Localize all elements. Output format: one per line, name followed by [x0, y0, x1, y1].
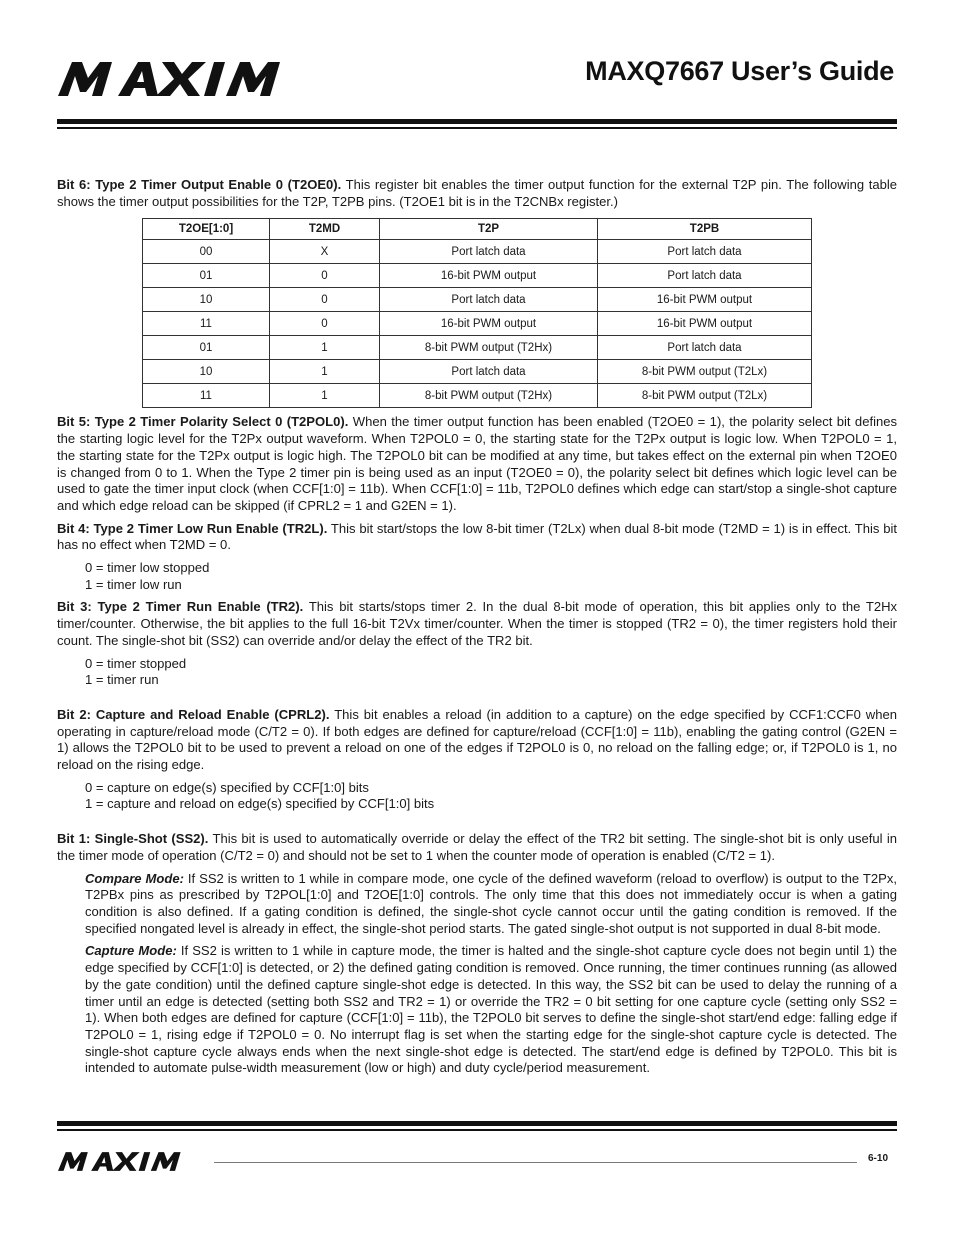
maxim-logo-graphic [58, 62, 326, 96]
table-row [143, 264, 812, 288]
bit6-title: Bit 6: Type 2 Timer Output Enable 0 (T2OE0). [57, 177, 342, 192]
table-row [143, 384, 812, 408]
value-item: 1 = capture and reload on edge(s) specified by CCF[1:0] bits [85, 796, 435, 812]
table-cell: 10 [143, 288, 270, 312]
bit3-title: Bit 3: Type 2 Timer Run Enable (TR2). [57, 599, 304, 615]
value-item: 1 = timer low run [85, 576, 182, 592]
table-cell: Port latch data [380, 240, 598, 264]
table-cell: 1 [270, 336, 380, 360]
compare-mode-paragraph [85, 871, 897, 938]
table-cell: Port latch data [380, 288, 598, 312]
document-title: MAXQ7667 User’s Guide [585, 56, 894, 86]
bit1-title: Bit 1: Single-Shot (SS2). [57, 831, 209, 847]
bit2-title: Bit 2: Capture and Reload Enable (CPRL2). [57, 706, 330, 722]
bit4-values [85, 560, 897, 593]
table-cell: 16-bit PWM output [380, 264, 598, 288]
table-header-cell: T2MD [270, 219, 380, 240]
table-row [143, 336, 812, 360]
table-header-row [143, 219, 812, 240]
bit4-title: Bit 4: Type 2 Timer Low Run Enable (TR2L). [57, 520, 328, 536]
table-cell: Port latch data [598, 336, 812, 360]
table-cell: 11 [143, 384, 270, 408]
value-item: 0 = timer low stopped [85, 560, 210, 576]
bit4-text: This bit start/stops the low 8-bit timer (T2Lx) when dual 8-bit mode (T2MD = 1) is in effect. This bit has no effect when T2MD = 0. [57, 520, 898, 553]
table-cell: 10 [143, 360, 270, 384]
bit5-text: When the timer output function has been enabled (T2OE0 = 1), the polarity select bit defines the starting logic level for the T2Px output waveform. When T2POL0 = 0, the starting state for the T2Px output is logic low. When T2POL0 = 1, the starting state for the T2Px output is logic high. The T2POL0 bit can be modified at any time, but takes effect on the external pin when T2OE0 is changed from 0 to 1. When the Type 2 timer pin is being used as an input (T2OE0 = 0), the polarity select bit defines which logic level can be used to gate the timer input clock (when CCF[1:0] = 11b). When CCF[1:0] = 11b, T2POL0 defines which edge can start/stop a single-shot capture and which edge reload can be skipped (if CPRL2 = 1 and G2EN = 1). [57, 414, 898, 513]
bit2-paragraph [57, 707, 897, 774]
bit3-values [85, 656, 897, 689]
table-cell: 0 [270, 264, 380, 288]
footer-rule [57, 1121, 897, 1126]
bit2-text: This bit enables a reload (in addition to a capture) on the edge specified by CCF1:CCF0 when operating in capture/reload mode (C/T2 = 0). If both edges are defined for capture/reload (CCF[1:0] = 11b), enabling the gating control (G2EN = 1) allows the T2POL0 bit to be used to prevent a reload on one of the edges if T2POL0 is 0, no reload on the falling edge; or, if T2POL0 is 1, no reload on the rising edge. [57, 706, 897, 773]
table-cell: 01 [143, 336, 270, 360]
bit6-paragraph [57, 177, 897, 210]
table-cell: 16-bit PWM output [598, 312, 812, 336]
bit3-text: This bit starts/stops timer 2. In the dual 8-bit mode of operation, this bit applies only to the T2Hx timer/counter. Otherwise, the bit applies to the full 16-bit T2Vx timer/counter. When the timer is stopped (TR2 = 0), the timer registers hold their count. The single-shot bit (SS2) can override and/or delay the effect of the TR2 bit. [57, 599, 898, 648]
bit5-paragraph [57, 414, 897, 514]
header-rule [57, 119, 897, 124]
table-cell: 8-bit PWM output (T2Hx) [380, 384, 598, 408]
table-cell: 8-bit PWM output (T2Lx) [598, 360, 812, 384]
page-number: 6-10 [868, 1153, 889, 1164]
bit1-paragraph [57, 831, 897, 864]
table-row [143, 240, 812, 264]
table-cell: Port latch data [598, 240, 812, 264]
table-cell: 11 [143, 312, 270, 336]
table-cell: Port latch data [598, 264, 812, 288]
capture-mode-text: If SS2 is written to 1 while in capture mode, the timer is halted and the single-shot capture cycle does not begin until 1) the edge specified by CCF[1:0] is detected, or 2) the defined gating condition is removed. Once running, the timer continues running (as allowed by the gate condition) until the defined capture single-shot edge is detected. In this way, the SS2 bit can be used to delay the running of a timer until an edge is detected (setting both SS2 and TR2 = 1) or override the TR2 = 0 bit setting for one capture cycle (setting only SS2 = 1). When both edges are defined for capture (CCF[1:0] = 11b), the T2POL0 bit serves to define the single-shot start/end edge: falling edge if T2POL0 = 1, rising edge if T2POL0 = 0. No interrupt flag is set when the starting edge for the single-shot capture cycle is detected. The single-shot capture cycle always ends when the next single-shot edge is detected. The start/end edge is defined by T2POL0. This bit is intended to automate pulse-width measurement (low or high) and duty cycle/period measurement. [85, 943, 897, 1076]
maxim-logo [58, 62, 326, 96]
footer-maxim-logo [58, 1152, 206, 1176]
table-header-cell: T2OE[1:0] [143, 219, 270, 240]
table-cell: 0 [270, 312, 380, 336]
table-row [143, 288, 812, 312]
bit1-text: This bit is used to automatically override or delay the effect of the TR2 bit setting. The single-shot bit is only useful in the timer mode of operation (C/T2 = 0) and should not be set to 1 when the counter mode of operation is enabled (C/T2 = 1). [57, 831, 897, 863]
page-content [57, 177, 897, 1083]
spacer [57, 819, 897, 831]
compare-mode-title: Compare Mode: [85, 870, 184, 886]
bit5-title: Bit 5: Type 2 Timer Polarity Select 0 (T2POL0). [57, 414, 349, 430]
table-cell: Port latch data [380, 360, 598, 384]
table-cell: 16-bit PWM output [380, 312, 598, 336]
capture-mode-paragraph [85, 943, 897, 1077]
table-cell: 0 [270, 288, 380, 312]
compare-mode-text: If SS2 is written to 1 while in compare mode, one cycle of the defined waveform (reload to overflow) is output to the T2Px, T2PBx pins as prescribed by T2POL[1:0] and T2OE[1:0] controls. The only time that this does not immediately occur is when a gating condition is also defined. If a gating condition is defined, the single-shot cycle cannot occur until the gating condition is removed. If the specified nongated level is already in effect, the single-shot period starts. The gated single-shot output is not supported in dual 8-bit mode. [85, 870, 898, 936]
bit2-values [85, 780, 897, 813]
table-cell: 00 [143, 240, 270, 264]
table-cell: 1 [270, 384, 380, 408]
footer-rule-thin [57, 1129, 897, 1131]
table-cell: 8-bit PWM output (T2Lx) [598, 384, 812, 408]
value-item: 1 = timer run [85, 672, 159, 688]
footer-divider [214, 1162, 857, 1163]
value-item: 0 = timer stopped [85, 655, 187, 671]
capture-mode-title: Capture Mode: [85, 943, 177, 959]
table-cell: 01 [143, 264, 270, 288]
table-cell: X [270, 240, 380, 264]
bit6-text: This register bit enables the timer output function for the external T2P pin. The following table shows the timer output possibilities for the T2P, T2PB pins. (T2OE1 bit is in the T2CNBx register.) [57, 177, 898, 209]
table-cell: 1 [270, 360, 380, 384]
table-header-cell: T2P [380, 219, 598, 240]
timer-output-table [142, 218, 812, 408]
header-rule-thin [57, 127, 897, 129]
table-cell: 16-bit PWM output [598, 288, 812, 312]
spacer [57, 695, 897, 707]
footer-maxim-logo-graphic [58, 1152, 206, 1171]
value-item: 0 = capture on edge(s) specified by CCF[1:0] bits [85, 779, 369, 795]
table-cell: 8-bit PWM output (T2Hx) [380, 336, 598, 360]
bit3-paragraph [57, 599, 897, 649]
table-row [143, 312, 812, 336]
bit4-paragraph [57, 521, 897, 554]
table-header-cell: T2PB [598, 219, 812, 240]
table-row [143, 360, 812, 384]
